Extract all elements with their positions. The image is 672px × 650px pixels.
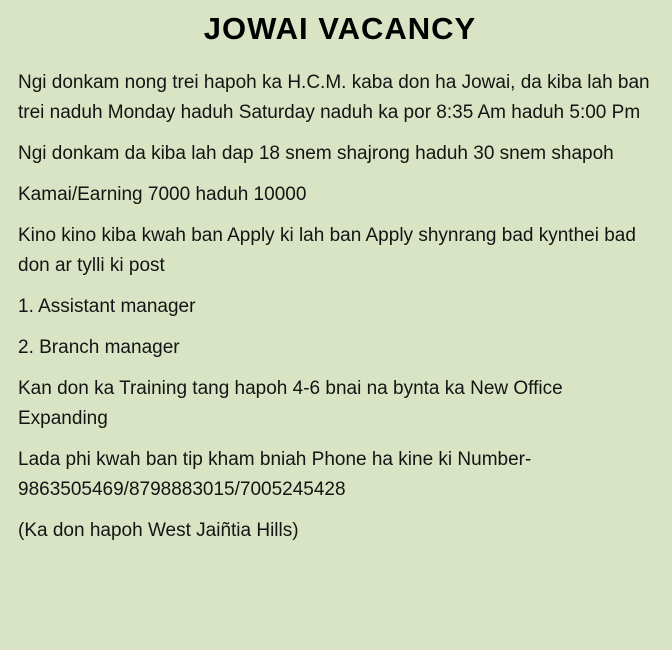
paragraph-earning: Kamai/Earning 7000 haduh 10000 xyxy=(18,184,307,205)
page-title: JOWAI VACANCY xyxy=(203,11,477,46)
paragraph-apply-info: Kino kino kiba kwah ban Apply ki lah ban Apply shynrang bad kynthei bad don ar tylli ki post xyxy=(18,225,636,276)
post-item-branch-manager: 2. Branch manager xyxy=(18,337,180,358)
paragraph-location: (Ka don hapoh West Jaiñtia Hills) xyxy=(18,520,299,541)
paragraph-training: Kan don ka Training tang hapoh 4-6 bnai na bynta ka New Office Expanding xyxy=(18,378,563,429)
post-item-assistant-manager: 1. Assistant manager xyxy=(18,296,196,317)
paragraph-job-description: Ngi donkam nong trei hapoh ka H.C.M. kaba don ha Jowai, da kiba lah ban trei naduh Monday haduh Saturday naduh ka por 8:35 Am haduh 5:00 Pm xyxy=(18,72,650,123)
paragraph-contact-phone: Lada phi kwah ban tip kham bniah Phone ha kine ki Number-9863505469/8798883015/7005245428 xyxy=(18,449,532,500)
notice-body xyxy=(18,68,654,546)
paragraph-age-requirement: Ngi donkam da kiba lah dap 18 snem shajrong haduh 30 snem shapoh xyxy=(18,143,614,164)
